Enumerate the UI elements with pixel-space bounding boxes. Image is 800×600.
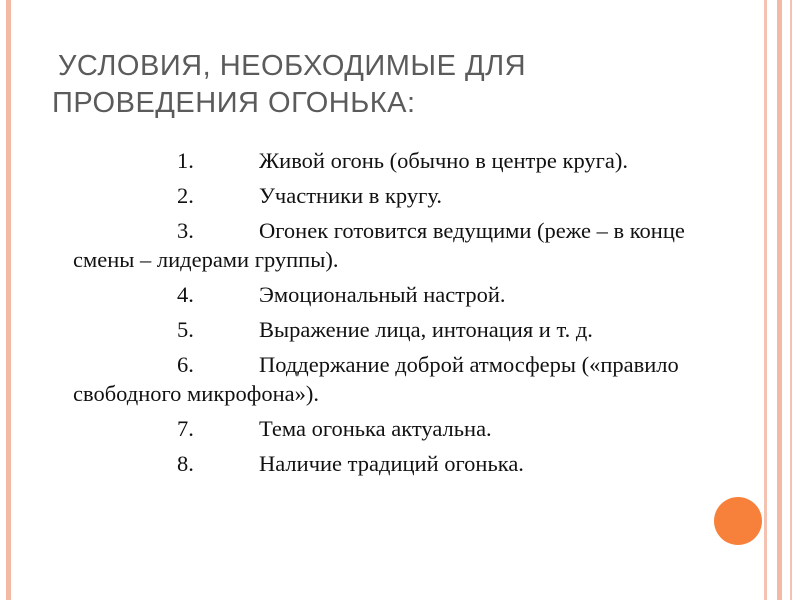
- list-item: [73, 216, 713, 274]
- list-item-text: Участники в кругу.: [259, 183, 442, 208]
- list-item-text: Тема огонька актуальна.: [259, 416, 492, 441]
- slide-title: [52, 48, 692, 122]
- slide-title-line-1: УСЛОВИЯ, НЕОБХОДИМЫЕ ДЛЯ: [58, 50, 527, 82]
- list-item: [73, 280, 713, 309]
- list-item-text: Эмоциональный настрой.: [259, 282, 506, 307]
- list-item: [73, 449, 713, 478]
- list-item-number: 1.: [177, 148, 194, 173]
- list-item-text: Огонек готовится ведущими (реже – в конце смены – лидерами группы).: [73, 218, 685, 272]
- list-item-text: Поддержание доброй атмосферы («правило свободного микрофона»).: [73, 352, 679, 406]
- right-decorative-stripe-outer: [790, 0, 792, 600]
- orange-circle-decoration: [714, 497, 762, 545]
- list-item-number: 2.: [177, 183, 194, 208]
- list-item-number: 3.: [177, 218, 194, 243]
- conditions-list: [73, 146, 713, 484]
- list-item: [73, 350, 713, 408]
- left-decorative-stripe: [6, 0, 11, 600]
- list-item-number: 6.: [177, 352, 194, 377]
- right-decorative-stripe-inner: [764, 0, 767, 600]
- list-item-number: 8.: [177, 451, 194, 476]
- list-item-number: 5.: [177, 317, 194, 342]
- list-item-number: 4.: [177, 282, 194, 307]
- slide-title-line-2: ПРОВЕДЕНИЯ ОГОНЬКА:: [52, 87, 416, 119]
- list-item-text: Наличие традиций огонька.: [259, 451, 524, 476]
- list-item-number: 7.: [177, 416, 194, 441]
- list-item: [73, 414, 713, 443]
- list-item: [73, 181, 713, 210]
- list-item-text: Живой огонь (обычно в центре круга).: [259, 148, 628, 173]
- list-item: [73, 146, 713, 175]
- list-item: [73, 315, 713, 344]
- right-decorative-stripe-middle: [777, 0, 782, 600]
- list-item-text: Выражение лица, интонация и т. д.: [259, 317, 593, 342]
